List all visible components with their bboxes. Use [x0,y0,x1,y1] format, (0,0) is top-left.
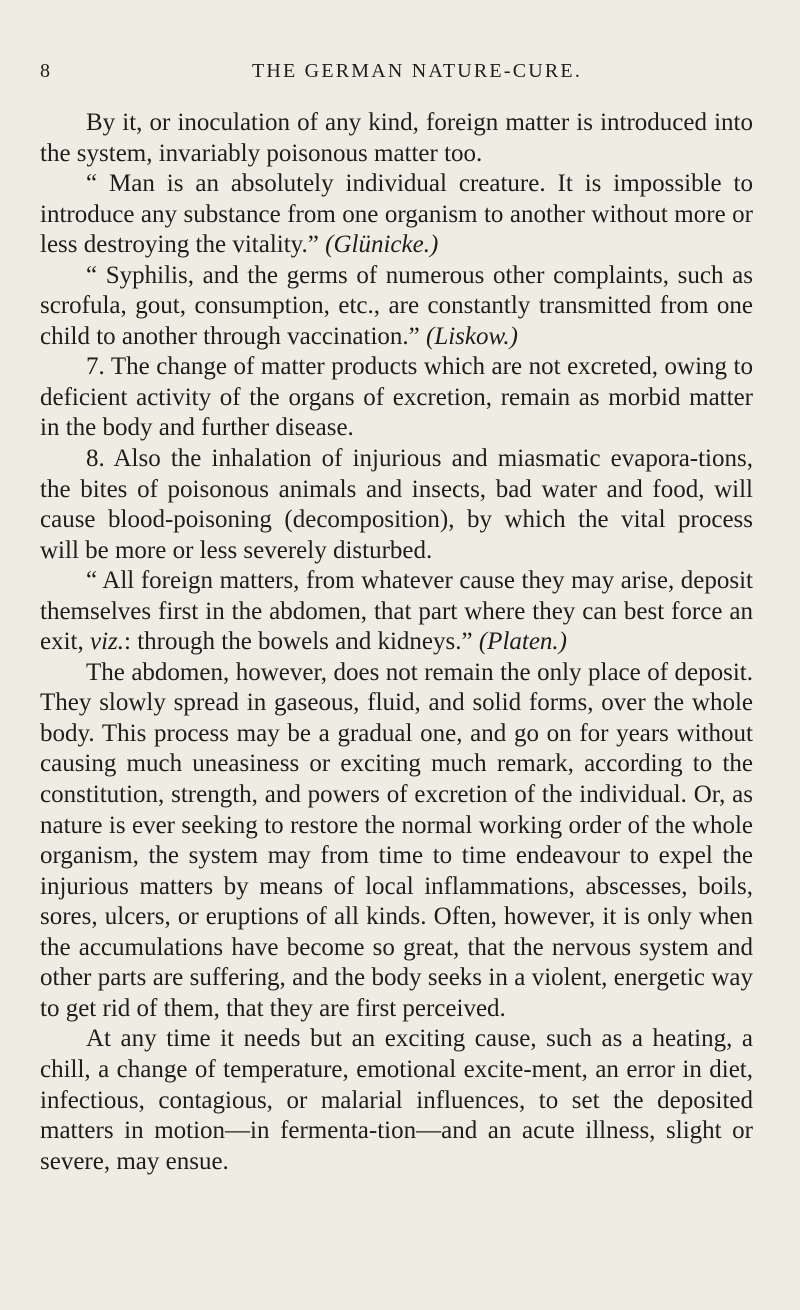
paragraph-quote-liskow [40,261,753,353]
quote-text: “ Syphilis, and the germs of numerous other complaints, such as scrofula, gout, consumption, etc., are constantly transmitted from one child to another through vaccination.” [40,261,753,350]
italic-abbreviation: viz. [90,628,125,656]
paragraph-point-8 [40,444,753,566]
paragraph-text: 8. Also the inhalation of injurious and miasmatic evapora-tions, the bites of poisonous animals and insects, bad water and food, will cause blood-poisoning (decomposition), by which the vital process will be more or less severely disturbed. [40,445,753,564]
paragraph-text: 7. The change of matter products which are not excreted, owing to deficient activity of the organs of excretion, remain as morbid matter in the body and further disease. [40,353,753,442]
paragraph-exciting-cause [40,1024,753,1177]
quote-text: “ All foreign matters, from whatever cause they may arise, deposit themselves first in the abdomen, that part where they can best force an exit, [40,567,753,656]
citation: (Glünicke.) [325,231,439,259]
running-title: THE GERMAN NATURE-CURE. [252,60,583,82]
citation: (Platen.) [478,628,568,656]
quote-text-end: : through the bowels and kidneys.” [124,628,479,656]
paragraph-text: At any time it needs but an exciting cause, such as a heating, a chill, a change of temperature, emotional excite-ment, an error in diet, infectious, contagious, or malarial influences, to set the deposited matters in motion—in fermenta-tion—and an acute illness, slight or severe, may ensue. [40,1025,753,1175]
paragraph-quote-glunicke [40,169,753,261]
paragraph-abdomen [40,658,753,1025]
page-number: 8 [40,60,52,82]
paragraph-point-7 [40,352,753,444]
body-text [40,108,753,1177]
quote-text: “ Man is an absolutely individual creature. It is impossible to introduce any substance from one organism to another without more or less destroying the vitality.” [40,170,753,259]
paragraph-inoculation [40,108,753,169]
paragraph-text: The abdomen, however, does not remain the only place of deposit. They slowly spread in gaseous, fluid, and solid forms, over the whole body. This process may be a gradual one, and go on for years without causing much uneasiness or exciting much remark, according to the constitution, strength, and powers of excretion of the individual. Or, as nature is ever seeking to restore the normal working order of the whole organism, the system may from time to time endeavour to expel the injurious matters by means of local inflammations, abscesses, boils, sores, ulcers, or eruptions of all kinds. Often, however, it is only when the accumulations have become so great, that the nervous system and other parts are suffering, and the body seeks in a violent, energetic way to get rid of them, that they are first perceived. [40,658,753,1022]
paragraph-quote-platen [40,566,753,658]
citation: (Liskow.) [426,322,518,350]
running-head [40,60,756,86]
paragraph-text: By it, or inoculation of any kind, foreign matter is introduced into the system, invariably poisonous matter too. [40,109,753,167]
